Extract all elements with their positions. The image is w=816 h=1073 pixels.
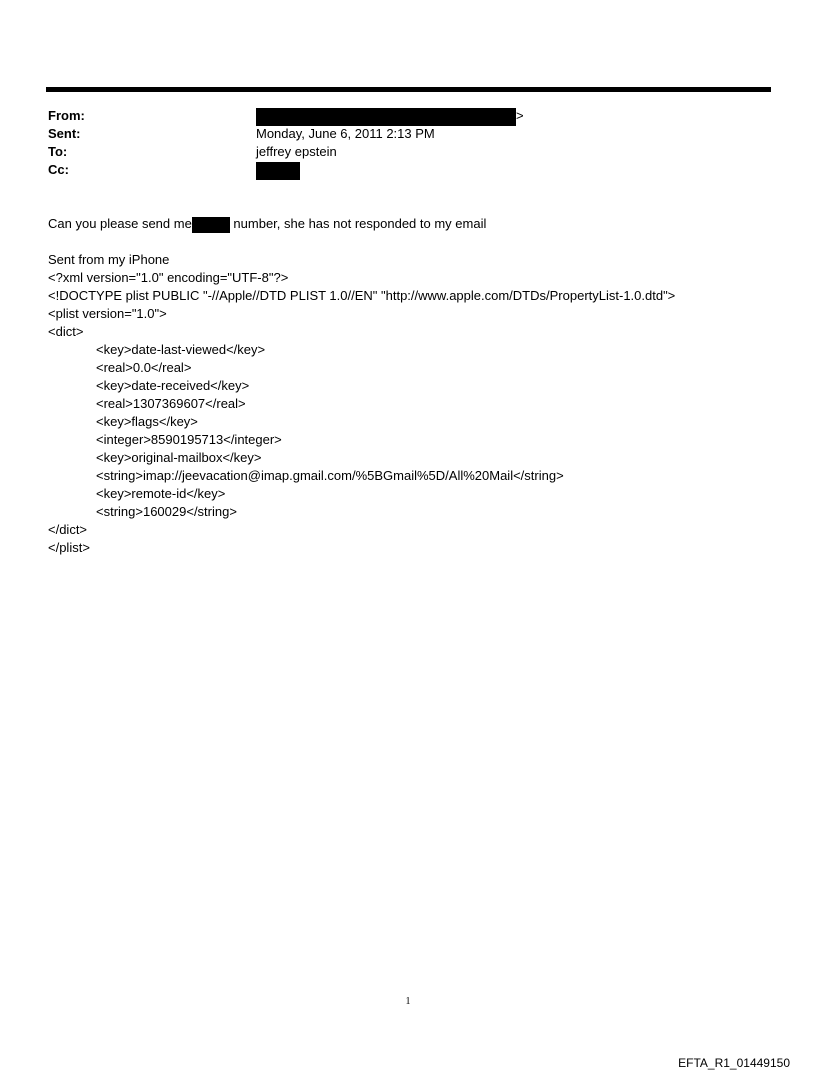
- redaction-box: [192, 217, 230, 233]
- message-after: number, she has not responded to my email: [229, 216, 487, 231]
- plist-line: </dict>: [48, 522, 88, 537]
- cc-value: [256, 161, 300, 180]
- to-label: To:: [48, 144, 68, 159]
- page-number: 1: [405, 996, 411, 1007]
- cc-label: Cc:: [48, 162, 69, 177]
- message-before: Can you please send me: [48, 216, 192, 231]
- plist-line: <plist version="1.0">: [48, 306, 167, 321]
- to-value: jeffrey epstein: [256, 144, 337, 159]
- document-id: EFTA_R1_01449150: [678, 1056, 790, 1070]
- from-suffix: >: [516, 108, 524, 123]
- plist-line: <key>flags</key>: [96, 414, 198, 429]
- plist-line: <key>date-last-viewed</key>: [96, 342, 266, 357]
- plist-line: </plist>: [48, 540, 90, 555]
- plist-line: <dict>: [48, 324, 84, 339]
- from-value: [256, 107, 524, 126]
- plist-line: <integer>8590195713</integer>: [96, 432, 282, 447]
- sent-value: Monday, June 6, 2011 2:13 PM: [256, 126, 435, 141]
- message-text: [48, 215, 486, 233]
- plist-line: <string>160029</string>: [96, 504, 237, 519]
- plist-line: <!DOCTYPE plist PUBLIC "-//Apple//DTD PLIST 1.0//EN" "http://www.apple.com/DTDs/PropertyList-1.0.dtd">: [48, 288, 676, 303]
- plist-line: <?xml version="1.0" encoding="UTF-8"?>: [48, 270, 289, 285]
- sent-label: Sent:: [48, 126, 81, 141]
- signature: Sent from my iPhone: [48, 252, 170, 267]
- redaction-box: [256, 162, 300, 180]
- plist-line: <string>imap://jeevacation@imap.gmail.com/%5BGmail%5D/All%20Mail</string>: [96, 468, 564, 483]
- redaction-box: [256, 108, 516, 126]
- plist-line: <real>0.0</real>: [96, 360, 192, 375]
- plist-line: <key>date-received</key>: [96, 378, 250, 393]
- plist-line: <real>1307369607</real>: [96, 396, 246, 411]
- plist-line: <key>original-mailbox</key>: [96, 450, 262, 465]
- from-label: From:: [48, 108, 85, 123]
- header-rule: [46, 87, 771, 92]
- plist-line: <key>remote-id</key>: [96, 486, 226, 501]
